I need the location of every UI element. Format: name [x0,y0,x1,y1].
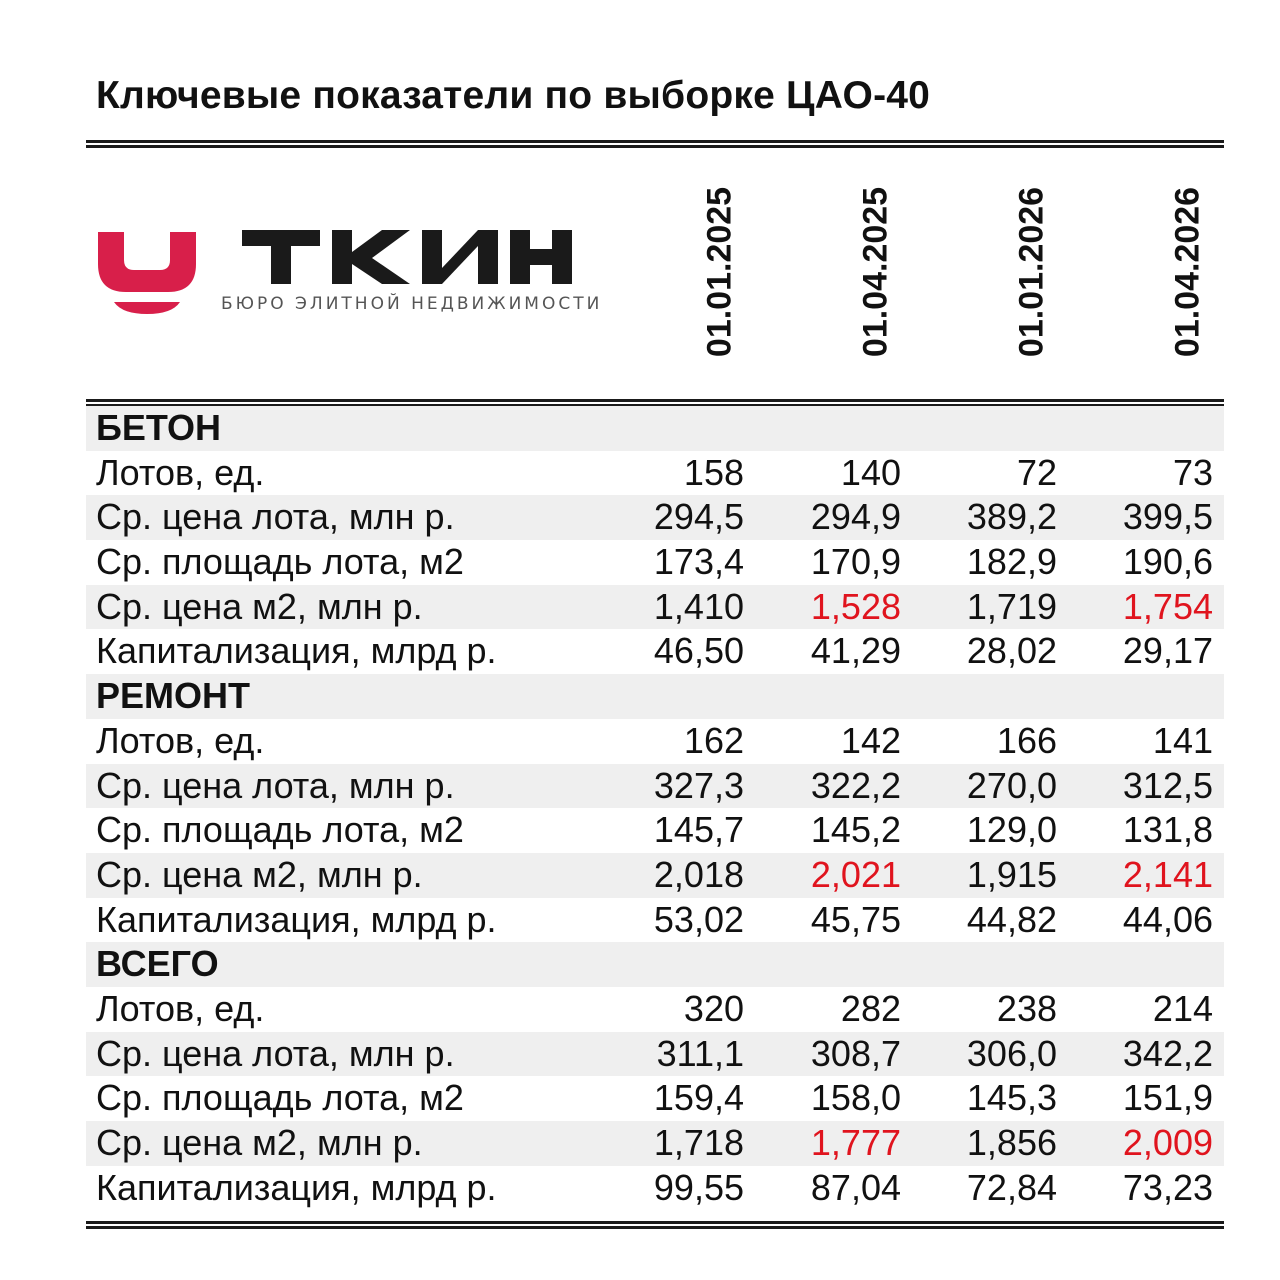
row-label: Капитализация, млрд р. [96,630,497,672]
table-cell: 131,8 [1122,809,1213,851]
row-label: Ср. цена лота, млн р. [96,496,455,538]
table-cell: 308,7 [810,1032,901,1074]
header-top-rule [86,140,1224,148]
row-label: Ср. цена м2, млн р. [96,853,423,895]
table-cell: 46,50 [653,630,744,672]
row-label: Ср. цена лота, млн р. [96,1032,455,1074]
table-cell: 1,915 [966,853,1057,895]
table-cell: 399,5 [1122,496,1213,538]
table-row [86,495,1224,540]
column-header-date-1: 01.01.2025 [700,186,739,358]
table-cell: 320 [683,987,744,1029]
table-row [86,629,1224,674]
row-label: Капитализация, млрд р. [96,898,497,940]
section-header-vsego [86,942,1224,987]
table-cell: 166 [996,719,1057,761]
row-label: Ср. площадь лота, м2 [96,1077,464,1119]
column-header-date-3: 01.01.2026 [1012,186,1051,358]
table-cell: 1,719 [966,585,1057,627]
table-cell: 41,29 [810,630,901,672]
table-cell: 190,6 [1122,541,1213,583]
table-cell: 87,04 [810,1166,901,1208]
table-cell: 99,55 [653,1166,744,1208]
row-label: Ср. площадь лота, м2 [96,809,464,851]
table-cell: 306,0 [966,1032,1057,1074]
section-title: БЕТОН [96,407,221,448]
table-cell: 182,9 [966,541,1057,583]
table-cell: 162 [683,719,744,761]
table-cell: 1,410 [653,585,744,627]
column-header-date-2: 01.04.2025 [856,186,895,358]
table-cell: 142 [840,719,901,761]
table-row [86,764,1224,809]
table-cell: 312,5 [1122,764,1213,806]
table-cell: 145,7 [653,809,744,851]
table-row [86,719,1224,764]
indicators-table [86,406,1224,1210]
table-cell: 72 [1016,451,1057,493]
table-row [86,808,1224,853]
table-cell: 158,0 [810,1077,901,1119]
table-cell: 238 [996,987,1057,1029]
table-cell: 170,9 [810,541,901,583]
table-cell: 2,141 [1122,853,1213,895]
table-cell: 2,009 [1122,1122,1213,1163]
table-row [86,987,1224,1032]
table-cell: 1,777 [810,1122,901,1163]
table-row [86,1076,1224,1121]
table-cell: 294,9 [810,496,901,538]
table-cell: 2,018 [653,853,744,895]
table-cell: 53,02 [653,898,744,940]
table-cell: 151,9 [1122,1077,1213,1119]
row-label: Лотов, ед. [96,987,265,1029]
row-label: Ср. цена м2, млн р. [96,1122,423,1163]
table-cell: 1,856 [966,1122,1057,1163]
table-cell: 1,718 [653,1122,744,1163]
page-title: Ключевые показатели по выборке ЦАО-40 [96,74,931,117]
table-cell: 159,4 [653,1077,744,1119]
table-cell: 73 [1172,451,1213,493]
table-cell: 2,021 [810,853,901,895]
table-cell: 214 [1152,987,1213,1029]
table-row [86,1166,1224,1211]
table-cell: 270,0 [966,764,1057,806]
table-cell: 282 [840,987,901,1029]
section-header-remont [86,674,1224,719]
table-row [86,853,1224,898]
table-cell: 294,5 [653,496,744,538]
table-row [86,1032,1224,1077]
table-cell: 145,3 [966,1077,1057,1119]
table-cell: 44,06 [1122,898,1213,940]
table-row [86,898,1224,943]
row-label: Ср. цена лота, млн р. [96,764,455,806]
section-header-beton [86,406,1224,451]
brand-logo [94,222,603,322]
table-bottom-rule [86,1221,1224,1229]
table-cell: 28,02 [966,630,1057,672]
table-row [86,1121,1224,1166]
table-cell: 145,2 [810,809,901,851]
table-row [86,540,1224,585]
table-cell: 129,0 [966,809,1057,851]
table-row [86,585,1224,630]
table-cell: 322,2 [810,764,901,806]
row-label: Ср. цена м2, млн р. [96,585,423,627]
table-cell: 1,754 [1122,585,1213,627]
table-cell: 29,17 [1122,630,1213,672]
row-label: Лотов, ед. [96,719,265,761]
row-label: Ср. площадь лота, м2 [96,541,464,583]
row-label: Капитализация, млрд р. [96,1166,497,1208]
row-label: Лотов, ед. [96,451,265,493]
table-cell: 141 [1152,719,1213,761]
column-header-date-4: 01.04.2026 [1168,186,1207,358]
table-cell: 173,4 [653,541,744,583]
table-cell: 158 [683,451,744,493]
table-cell: 44,82 [966,898,1057,940]
table-cell: 140 [840,451,901,493]
table-cell: 45,75 [810,898,901,940]
table-cell: 327,3 [653,764,744,806]
table-cell: 389,2 [966,496,1057,538]
logo-tagline: БЮРО ЭЛИТНОЙ НЕДВИЖИМОСТИ [221,294,603,314]
table-cell: 72,84 [966,1166,1057,1208]
table-cell: 1,528 [810,585,901,627]
section-title: ВСЕГО [96,943,219,985]
logo-wordmark-icon [242,222,572,286]
table-row [86,451,1224,496]
table-cell: 73,23 [1122,1166,1213,1208]
table-cell: 311,1 [656,1032,744,1074]
section-title: РЕМОНТ [96,675,251,717]
table-cell: 342,2 [1122,1032,1213,1074]
